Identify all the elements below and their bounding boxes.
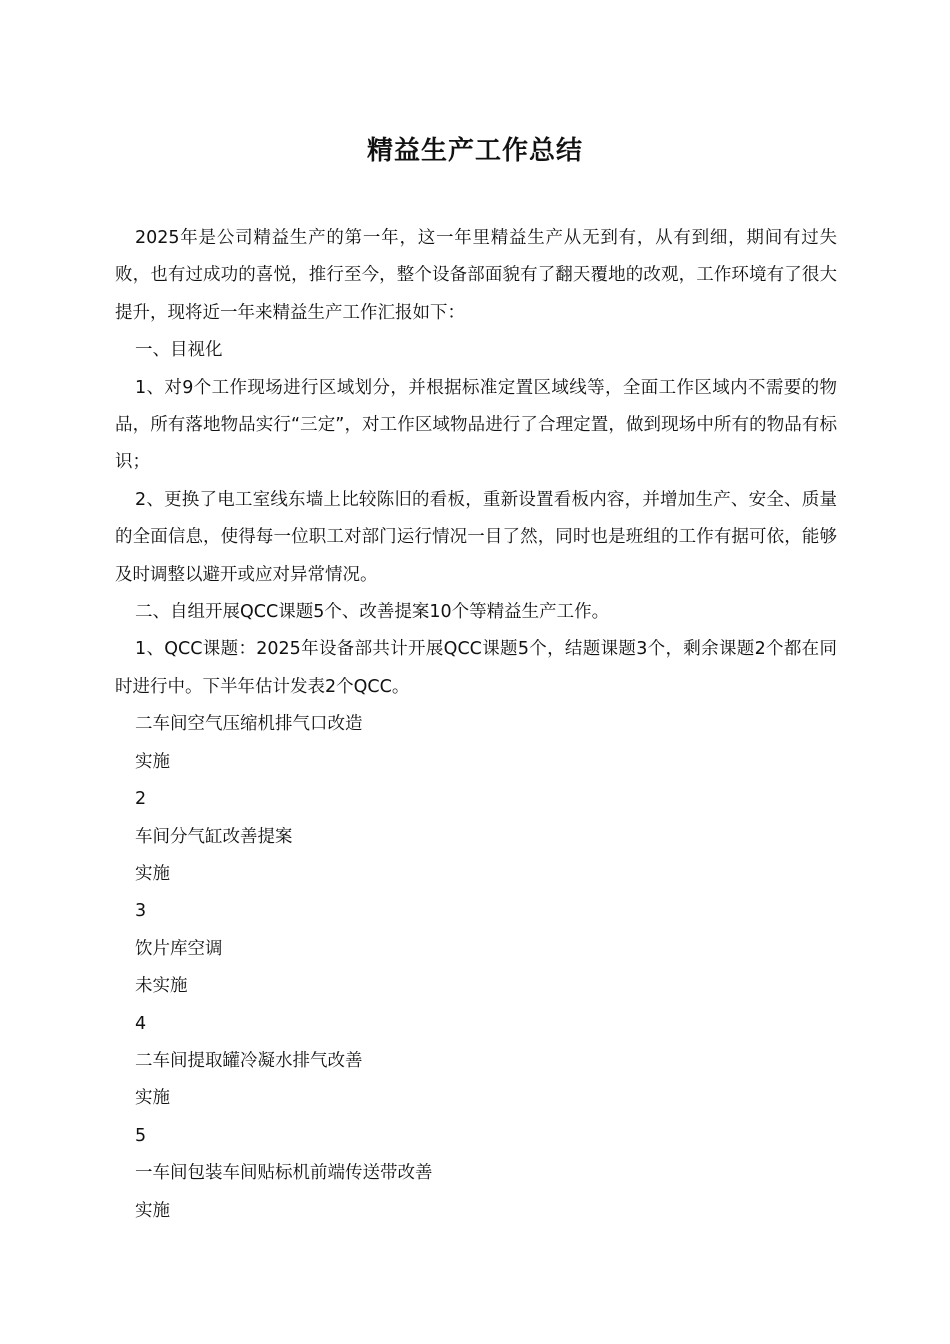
- qcc-item-1: 1、QCC课题：2025年设备部共计开展QCC课题5个，结题课题3个，剩余课题2个都在同时进行中。下半年估计发表2个QCC。: [115, 639, 837, 697]
- project-4-number: 4: [135, 1013, 147, 1034]
- project-5-status: 实施: [135, 1200, 170, 1221]
- project-1-name: 二车间空气压缩机排气口改造: [135, 714, 363, 735]
- document-title: 精益生产工作总结: [366, 136, 583, 166]
- project-5-number: 5: [135, 1125, 147, 1146]
- visualization-item-2: 2、更换了电工室线东墙上比较陈旧的看板，重新设置看板内容，并增加生产、安全、质量的全面信息，使得每一位职工对部门运行情况一目了然，同时也是班组的工作有据可依，能够及时调整以避开或应对异常情况。: [115, 489, 837, 585]
- section-heading-visualization: 一、目视化: [135, 340, 223, 361]
- visualization-item-1: 1、对9个工作现场进行区域划分，并根据标准定置区域线等，全面工作区域内不需要的物品，所有落地物品实行“三定”，对工作区域物品进行了合理定置，做到现场中所有的物品有标识；: [115, 377, 837, 473]
- project-3-name: 饮片库空调: [135, 938, 223, 959]
- project-2-name: 车间分气缸改善提案: [135, 826, 293, 847]
- project-2-number: 2: [135, 789, 147, 810]
- section-heading-qcc: 二、自组开展QCC课题5个、改善提案10个等精益生产工作。: [135, 602, 610, 623]
- intro-paragraph: 2025年是公司精益生产的第一年，这一年里精益生产从无到有，从有到细，期间有过失败，也有过成功的喜悦，推行至今，整个设备部面貌有了翻天覆地的改观，工作环境有了很大提升，现将近一年来精益生产工作汇报如下：: [115, 228, 837, 323]
- project-2-status: 实施: [135, 863, 170, 884]
- project-5-name: 一车间包装车间贴标机前端传送带改善: [135, 1163, 433, 1184]
- project-4-status: 实施: [135, 1088, 170, 1109]
- document-body: [115, 220, 837, 1230]
- project-1-status: 实施: [135, 751, 170, 772]
- project-3-status: 未实施: [135, 976, 188, 997]
- project-4-name: 二车间提取罐冷凝水排气改善: [135, 1050, 363, 1071]
- project-3-number: 3: [135, 901, 147, 922]
